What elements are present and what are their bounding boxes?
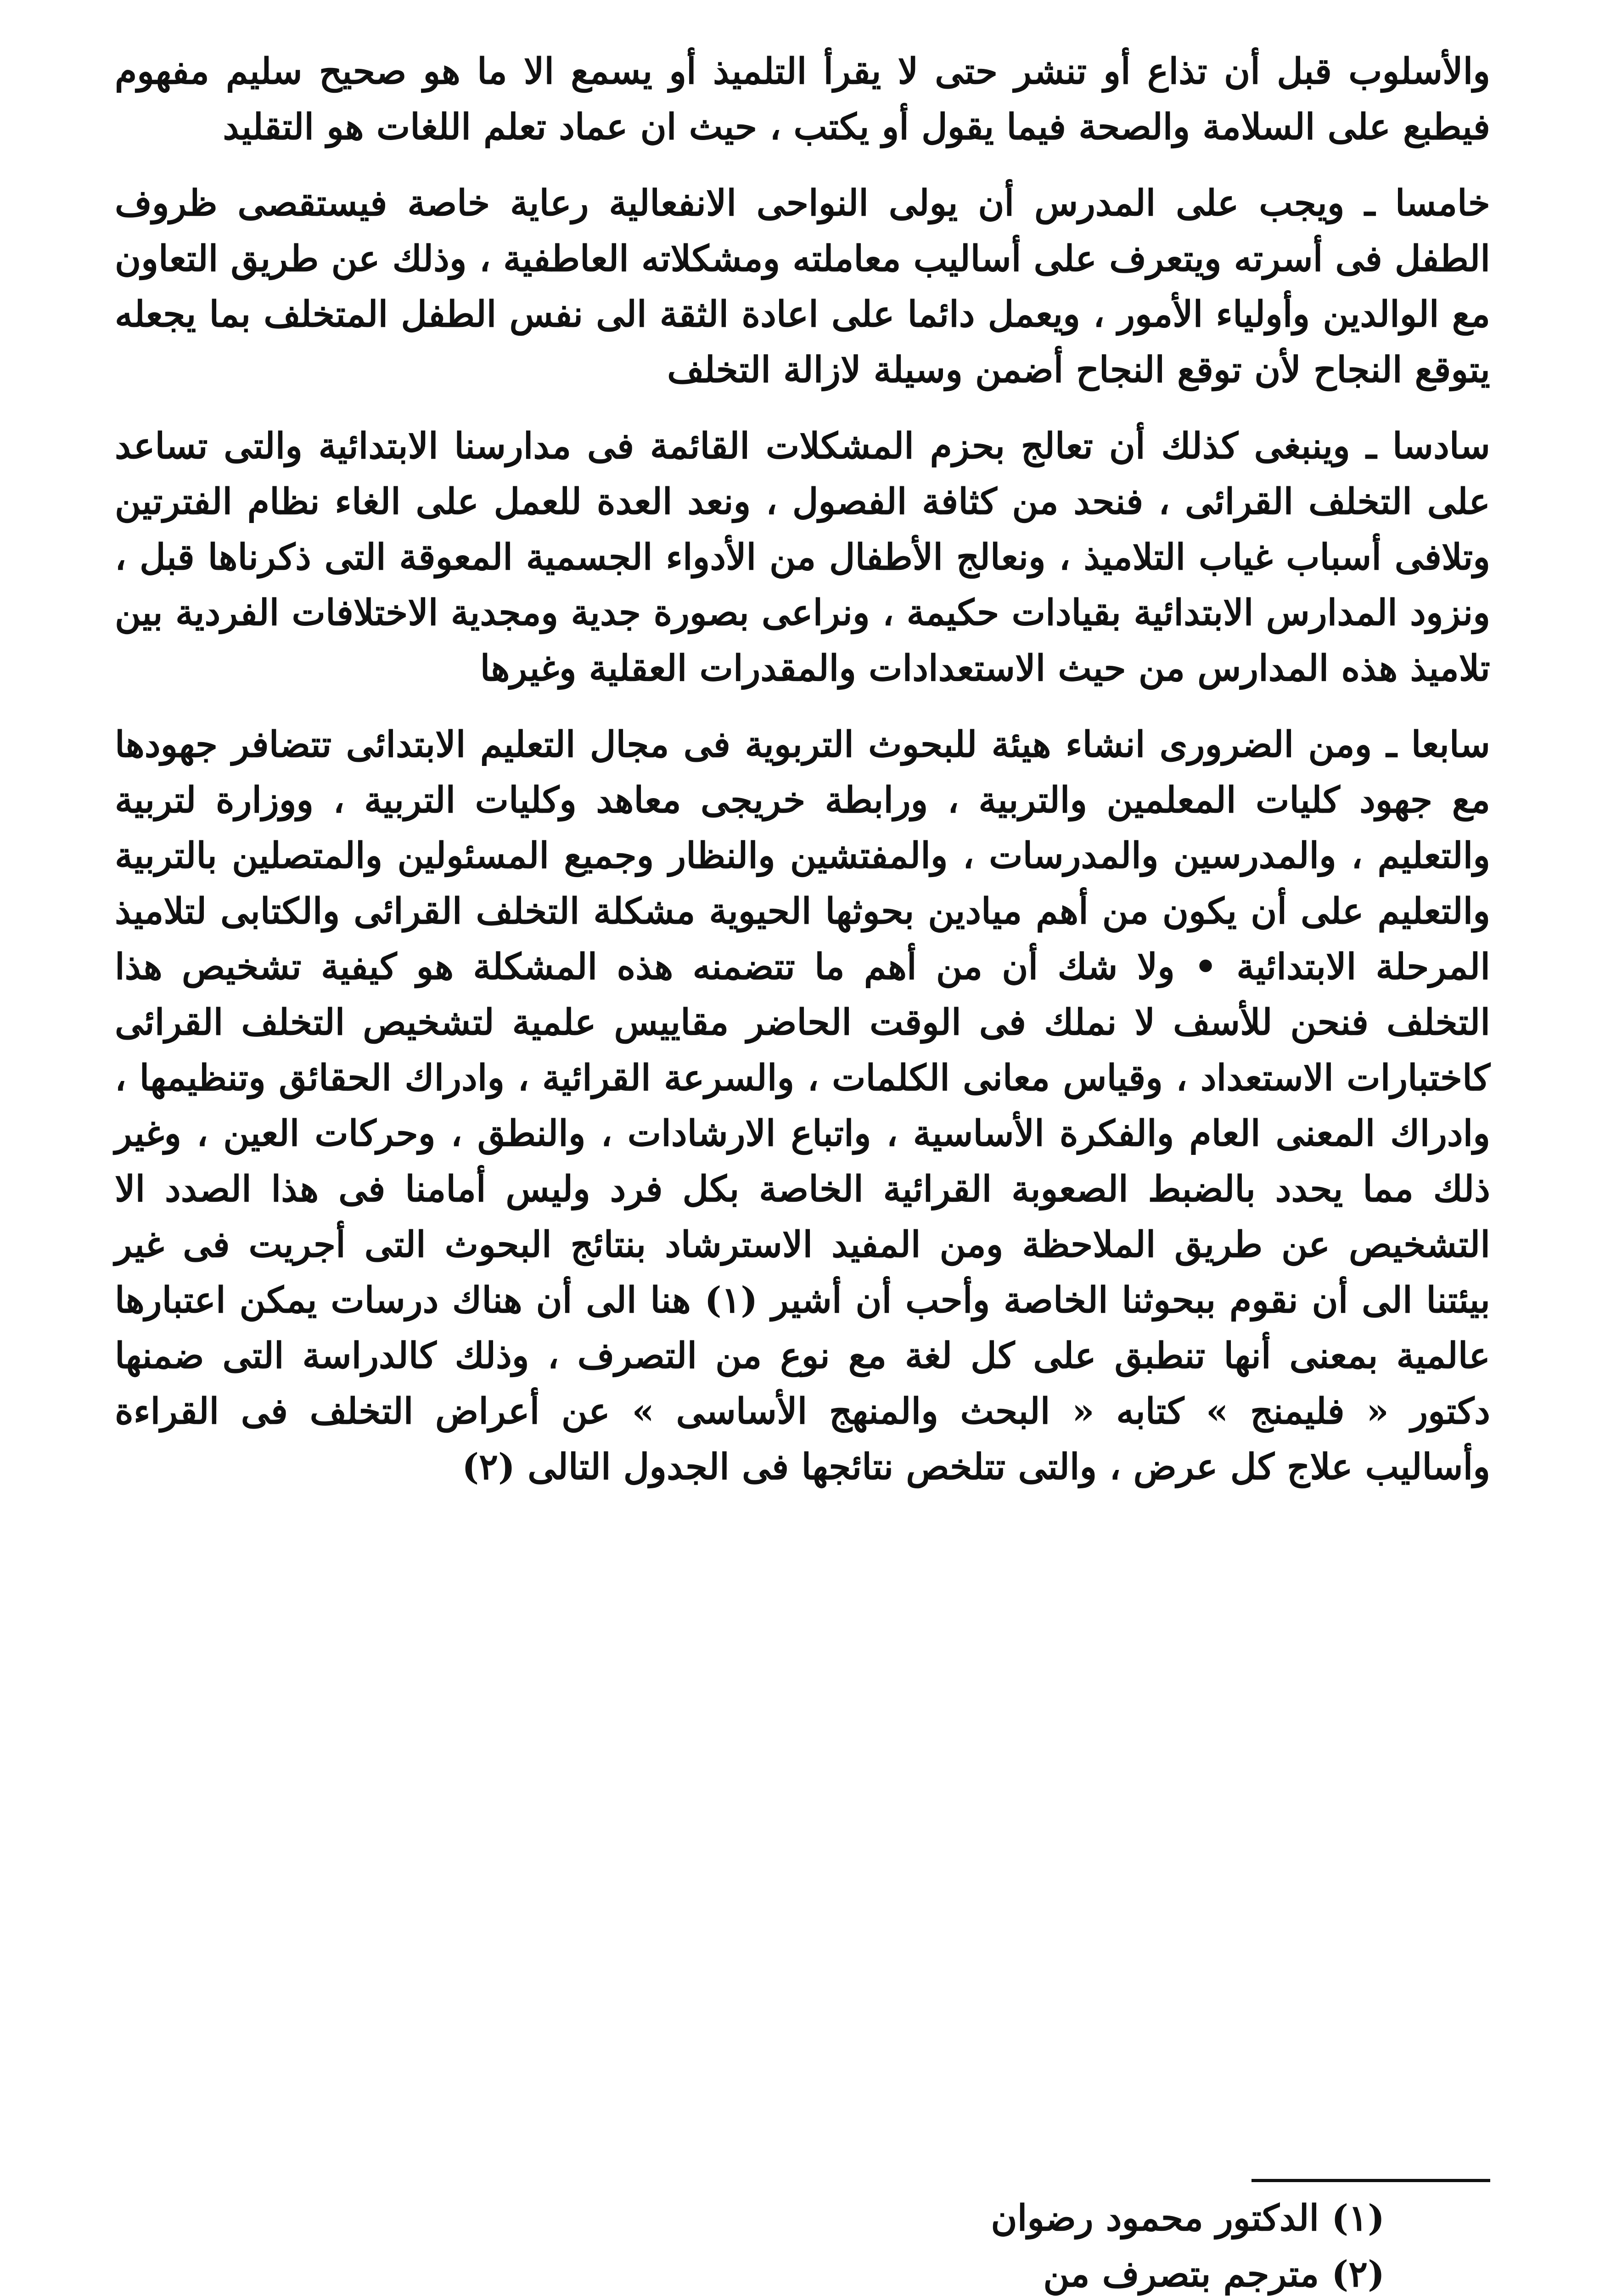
paragraph-lead-seventh: سابعا [1411,724,1490,765]
paragraph-lead-fifth: خامسا [1395,182,1490,224]
lead-dash: ـ [1344,182,1375,224]
paragraph-text: ويجب على المدرس أن يولى النواحى الانفعالية رعاية خاصة فيستقصى ظروف الطفل فى أسرته ويتعرف على أساليب معاملته ومشكلاته العاطفية ، وذلك عن طريق التعاون مع الوالدين وأولياء الأمور ، ويعمل دائما على اعادة الثقة الى نفس الطفل المتخلف بما يجعله يتوقع النجاح لأن توقع النجاح أضمن وسيلة لازالة التخلف [115,182,1490,391]
paragraph-lead-sixth: سادسا [1392,425,1491,467]
footnote-separator [1251,2179,1490,2182]
paragraph-continuation [115,44,1490,155]
paragraph-seventh [115,717,1490,1495]
lead-dash: ـ [1372,724,1397,765]
paragraph-fifth [115,175,1490,398]
footnote-2: (٢) مترجم بتصرف من [1043,2253,1385,2295]
body-text [115,44,1490,1515]
paragraph-sixth [115,418,1490,696]
lead-dash: ـ [1350,425,1377,467]
footnotes [237,2190,1385,2296]
paragraph-text: ومن الضرورى انشاء هيئة للبحوث التربوية فى مجال التعليم الابتدائى تتضافر جهودها مع جهود كليات المعلمين والتربية ، ورابطة خريجى معاهد وكليات التربية ، ووزارة لتربية والتعليم ، والمدرسين والمدرسات ، والمفتشين والنظار وجميع المسئولين والمتصلين بالتربية والتعليم على أن يكون من أهم ميادين بحوثها الحيوية مشكلة التخلف القرائى والكتابى لتلاميذ المرحلة الابتدائية • ولا شك أن من أهم ما تتضمنه هذه المشكلة هو كيفية تشخيص هذا التخلف فنحن للأسف لا نملك فى الوقت الحاضر مقاييس علمية لتشخيص التخلف القرائى كاختبارات الاستعداد ، وقياس معانى الكلمات ، والسرعة القرائية ، وادراك الحقائق وتنظيمها ، وادراك المعنى العام والفكرة الأساسية ، واتباع الارشادات ، والنطق ، وحركات العين ، وغير ذلك مما يحدد بالضبط الصعوبة القرائية الخاصة بكل فرد وليس أمامنا فى هذا الصدد الا التشخيص عن طريق الملاحظة ومن المفيد الاسترشاد بنتائج البحوث التى أجريت فى غير بيئتنا الى أن نقوم ببحوثنا الخاصة وأحب أن أشير (١) هنا الى أن هناك درسات يمكن اعتبارها عالمية بمعنى أنها تنطبق على كل لغة مع نوع من التصرف ، وذلك كالدراسة التى ضمنها دكتور « فليمنج » كتابه « البحث والمنهج الأساسى » عن أعراض التخلف فى القراءة وأساليب علاج كل عرض ، والتى تتلخص نتائجها فى الجدول التالى (٢) [115,724,1490,1488]
paragraph-text: والأسلوب قبل أن تذاع أو تنشر حتى لا يقرأ التلميذ أو يسمع الا ما هو صحيح سليم مفهوم فيطبع على السلامة والصحة فيما يقول أو يكتب ، حيث ان عماد تعلم اللغات هو التقليد [115,51,1490,148]
paragraph-text: وينبغى كذلك أن تعالج بحزم المشكلات القائمة فى مدارسنا الابتدائية والتى تساعد على التخلف القرائى ، فنحد من كثافة الفصول ، ونعد العدة للعمل على الغاء نظام الفترتين وتلافى أسباب غياب التلاميذ ، ونعالج الأطفال من الأدواء الجسمية المعوقة التى ذكرناها قبل ، ونزود المدارس الابتدائية بقيادات حكيمة ، ونراعى بصورة جدية ومجدية الاختلافات الفردية بين تلاميذ هذه المدارس من حيث الاستعدادات والمقدرات العقلية وغيرها [115,425,1490,689]
footnote-1: (١) الدكتور محمود رضوان [991,2197,1385,2239]
